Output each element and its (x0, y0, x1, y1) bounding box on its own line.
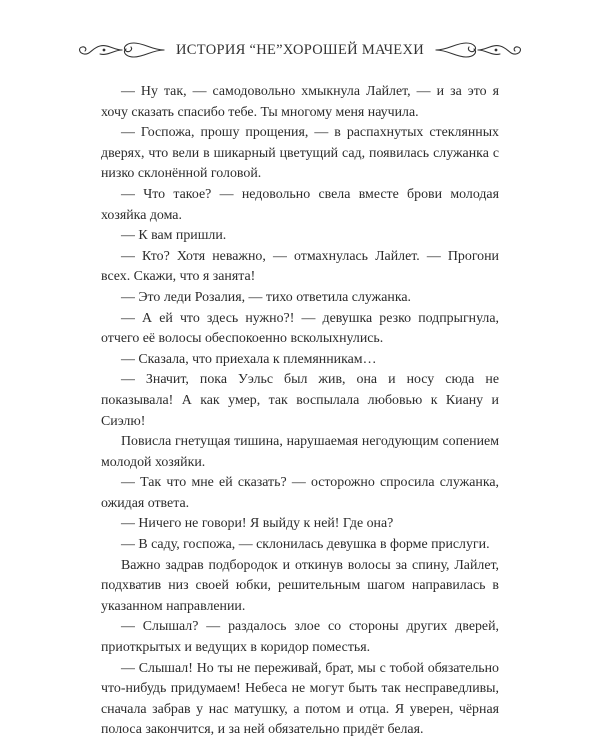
paragraph: — Кто? Хотя неважно, — отмахнулась Лайлет. — Прогони всех. Скажи, что я занята! (101, 248, 499, 285)
paragraph: Повисла гнетущая тишина, нарушаемая негодующим сопением молодой хозяйки. (101, 434, 499, 470)
paragraph: Важно задрав подбородок и откинув волосы за спину, Лайлет, подхватив низ своей юбки, решительным шагом направилась в указанном направлении. (101, 557, 499, 614)
paragraph: — Госпожа, прошу прощения, — в распахнутых стеклянных дверях, что вели в шикарный цветущий сад, появилась служанка с низко склонённой головой. (101, 125, 499, 182)
paragraph: — Сказала, что приехала к племянникам… (121, 351, 377, 367)
left-flourish-ornament-icon (74, 37, 166, 63)
paragraph: — Это леди Розалия, — тихо ответила служанка. (121, 289, 412, 305)
paragraph: — В саду, госпожа, — склонилась девушка в форме прислуги. (121, 537, 490, 553)
paragraph: — Ну так, — самодовольно хмыкнула Лайлет, — и за это я хочу сказать спасибо тебе. Ты многому меня научила. (101, 84, 499, 120)
right-flourish-ornament-icon (434, 37, 526, 63)
body-text (101, 82, 499, 741)
paragraph: — Так что мне ей сказать? — осторожно спросила служанка, ожидая ответа. (101, 475, 499, 511)
paragraph: — Слышал! Но ты не переживай, брат, мы с тобой обязательно что-нибудь придумаем! Небеса не могут быть так несправедливы, сначала забрав у нас матушку, а потом и отца. Я уверен, чёрная полоса закончится, и за ней обязательно придёт белая. (101, 660, 499, 738)
running-title: ИСТОРИЯ “НЕ”ХОРОШЕЙ МАЧЕХИ (176, 41, 424, 58)
paragraph: — Слышал? — раздалось злое со стороны других дверей, приоткрытых и ведущих в коридор поместья. (101, 619, 499, 656)
paragraph: — Значит, пока Уэльс был жив, она и носу сюда не показывала! А как умер, так воспылала любовью к Киану и Сиэлю! (101, 372, 499, 429)
paragraph: — Ничего не говори! Я выйду к ней! Где она? (121, 516, 394, 532)
running-header (60, 36, 540, 64)
paragraph: — К вам пришли. (121, 228, 227, 244)
paragraph: — Что такое? — недовольно свела вместе брови молодая хозяйка дома. (101, 186, 499, 223)
paragraph: — А ей что здесь нужно?! — девушка резко подпрыгнула, отчего её волосы обеспокоенно всколыхнулись. (101, 310, 499, 347)
